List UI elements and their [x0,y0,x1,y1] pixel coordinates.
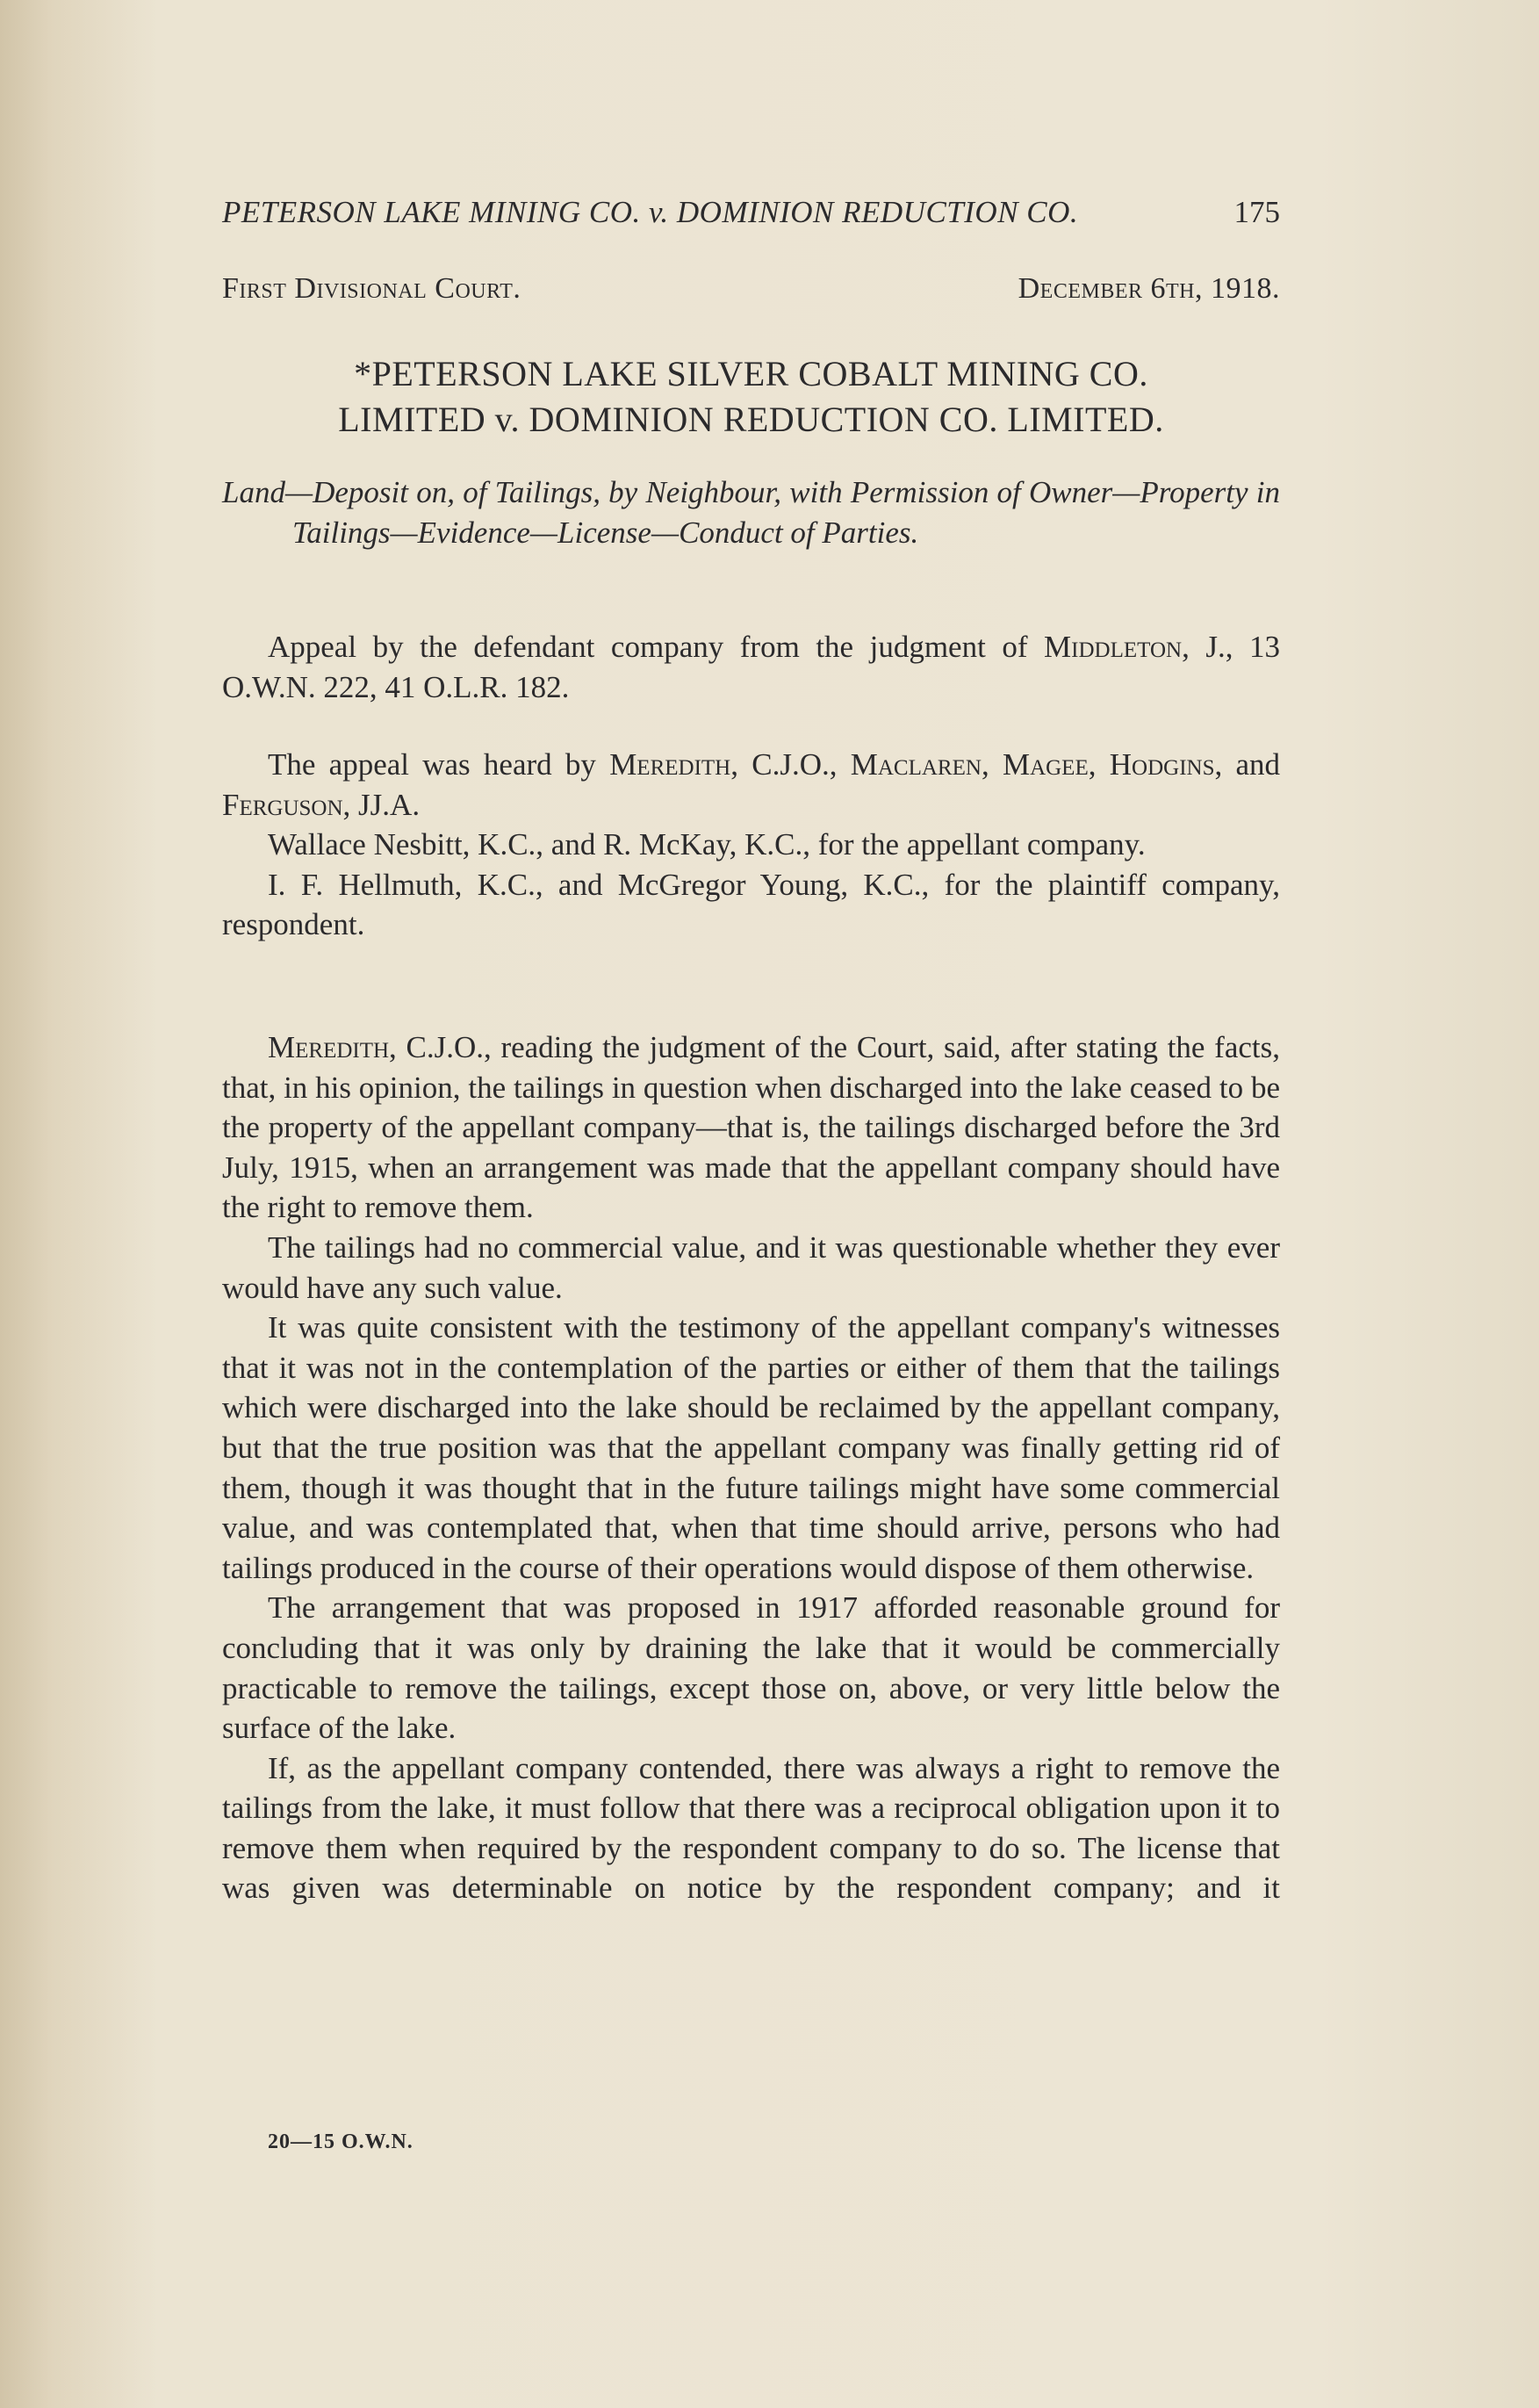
separator: , and [1214,747,1281,782]
judge-name: Magee [1002,747,1089,782]
judgment-date: December 6th, 1918. [1018,272,1280,305]
court-name: First Divisional Court. [222,272,521,305]
judge-name: Meredith [609,747,731,782]
running-head-title: PETERSON LAKE MINING CO. v. DOMINION REDUCTION CO. [222,195,1079,229]
counsel-appellant: Wallace Nesbitt, K.C., and R. McKay, K.C., for the appellant company. [268,827,1146,862]
heard-by-paragraph [222,745,1280,825]
judgment-judge: Meredith [268,1030,390,1064]
judgment-paragraph: If, as the appellant company contended, there was always a right to remove the tailings from the lake, it must follow that there was a reciprocal obligation upon it to remove them when required by the respondent company to do so. The license that was given was determinable on notice by the respondent company; and it [222,1750,1280,1906]
judge-name: Ferguson [222,787,343,822]
separator: , [1088,747,1097,782]
court-line [222,272,1280,306]
headnote [222,472,1280,553]
appeal-text: Appeal by the defendant company from the judgment of [268,630,1028,664]
separator: , [981,747,989,782]
signature-mark: 20—15 O.W.N. [268,2130,414,2153]
heard-by-prefix: The appeal was heard by [268,747,596,782]
judgment-paragraph: It was quite consistent with the testimony of the appellant company's witnesses that it was not in the contemplation of the parties or either of them that the tailings which were discharged into the lake should be reclaimed by the appellant company, but that the true position was that the appellant company was finally getting rid of them, though it was thought that in the future tailings might have some commercial value, and was contemplated that, when that time should arrive, persons who had tailings produced in the course of their operations would dispose of them otherwise. [222,1310,1280,1585]
judgment-section [222,1027,1280,1908]
judge-title: , C.J.O., [730,747,838,782]
appeal-citation: , J., 13 O.W.N. 222, 41 O.L.R. 182. [222,630,1280,704]
appeal-judge: Middleton [1044,630,1183,664]
hearing-section [222,745,1280,945]
judgment-paragraph: The arrangement that was proposed in 1917 afforded reasonable ground for concluding that it was only by draining the lake that it would be commercially practicable to remove the tailings, except those on, above, or very little below the surface of the lake. [222,1590,1280,1746]
case-title [222,351,1280,443]
case-title-line-2: LIMITED v. DOMINION REDUCTION CO. LIMITED. [338,400,1164,439]
judge-name: Maclaren [850,747,982,782]
appeal-paragraph [222,627,1280,707]
running-head [222,195,1280,230]
page-number: 175 [1233,195,1280,229]
counsel-respondent: I. F. Hellmuth, K.C., and McGregor Young, K.C., for the plaintiff company, respondent. [222,867,1280,942]
judgment-opening-text: , C.J.O., reading the judgment of the Court, said, after stating the facts, that, in his opinion, the tailings in question when discharged into the lake ceased to be the property of the appellant company—that is, the tailings discharged before the 3rd July, 1915, when an arrangement was made that the appellant company should have the right to remove them. [222,1030,1280,1225]
judge-title: , JJ.A. [342,787,421,822]
case-title-line-1: *PETERSON LAKE SILVER COBALT MINING CO. [354,354,1148,393]
judgment-opening [222,1027,1280,1228]
headnote-text: Land—Deposit on, of Tailings, by Neighbour, with Permission of Owner—Property in Tailings—Evidence—License—Conduct of Parties. [222,475,1280,550]
judgment-paragraph: The tailings had no commercial value, and it was questionable whether they ever would have any such value. [222,1229,1280,1305]
judge-name: Hodgins [1109,747,1215,782]
